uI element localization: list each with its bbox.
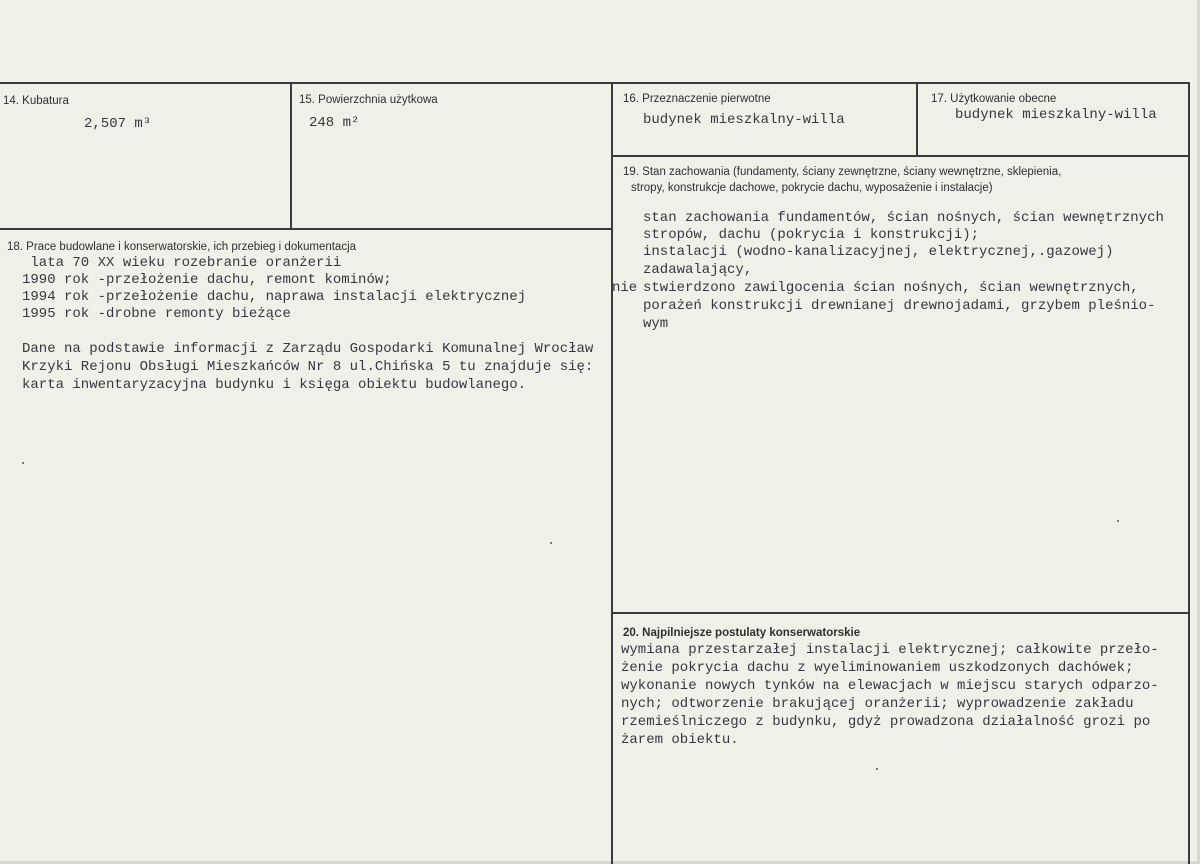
stan-label-line-1: 19. Stan zachowania (fundamenty, ściany zewnętrzne, ściany wewnętrzne, sklepienia,	[623, 166, 1062, 178]
right-edge-rule	[1188, 82, 1190, 864]
stan-line-4: zadawalający,	[643, 262, 753, 278]
postulaty-line-1: wymiana przestarzałej instalacji elektrycznej; całkowite przeło-	[621, 642, 1159, 658]
speck	[876, 768, 878, 770]
divider-14-15	[290, 82, 292, 229]
postulaty-line-6: żarem obiektu.	[621, 732, 739, 748]
uzytkowanie-label: 17. Użytkowanie obecne	[931, 93, 1057, 105]
stan-label-line-2: stropy, konstrukcje dachowe, pokrycie dachu, wyposażenie i instalacje)	[631, 182, 993, 194]
prace-line-3: 1994 rok -przełożenie dachu, naprawa instalacji elektrycznej	[22, 289, 527, 305]
stan-nie-prefix: nie	[612, 280, 638, 296]
uzytkowanie-value: budynek mieszkalny-willa	[955, 107, 1157, 123]
speck	[1117, 520, 1119, 522]
postulaty-label: 20. Najpilniejsze postulaty konserwatorskie	[623, 627, 861, 639]
postulaty-line-5: rzemieślniczego z budynku, gdyż prowadzona działalność grozi po	[621, 714, 1151, 730]
row1-bottom-rule-left	[0, 228, 613, 230]
prace-line-7: Krzyki Rejonu Obsługi Mieszkańców Nr 8 ul.Chińska 5 tu znajduje się:	[22, 359, 594, 375]
powierzchnia-value: 248 m²	[309, 115, 360, 131]
kubatura-label: 14. Kubatura	[3, 95, 69, 107]
prace-line-1: lata 70 XX wieku rozebranie oranżerii	[22, 255, 342, 271]
speck	[22, 462, 24, 464]
section-20-top-rule	[612, 612, 1190, 614]
przeznaczenie-label: 16. Przeznaczenie pierwotne	[623, 93, 771, 105]
postulaty-line-2: żenie pokrycia dachu z wyeliminowaniem uszkodzonych dachówek;	[621, 660, 1134, 676]
kubatura-value: 2,507 m³	[84, 116, 152, 132]
powierzchnia-label: 15. Powierzchnia użytkowa	[299, 94, 438, 106]
stan-line-2: stropów, dachu (pokrycia i konstrukcji);	[643, 227, 980, 243]
prace-line-8: karta inwentaryzacyjna budynku i księga obiektu budowlanego.	[22, 377, 527, 393]
stan-line-7: wym	[643, 316, 669, 332]
stan-line-6: porażeń konstrukcji drewnianej drewnojadami, grzybem pleśnio-	[643, 298, 1156, 314]
prace-label: 18. Prace budowlane i konserwatorskie, ich przebieg i dokumentacja	[7, 241, 357, 253]
przeznaczenie-value: budynek mieszkalny-willa	[643, 112, 845, 128]
speck	[550, 542, 552, 544]
stan-line-3: instalacji (wodno-kanalizacyjnej, elektrycznej,.gazowej)	[643, 244, 1114, 260]
main-vertical-divider	[611, 82, 613, 864]
prace-line-4: 1995 rok -drobne remonty bieżące	[22, 306, 291, 322]
prace-line-6: Dane na podstawie informacji z Zarządu Gospodarki Komunalnej Wrocław	[22, 341, 594, 357]
prace-line-2: 1990 rok -przełożenie dachu, remont kominów;	[22, 272, 392, 288]
divider-16-17	[916, 82, 918, 156]
row1-bottom-rule-right	[612, 155, 1190, 157]
stan-line-5: stwierdzono zawilgocenia ścian nośnych, ścian wewnętrznych,	[643, 280, 1139, 296]
top-rule	[0, 82, 1190, 84]
stan-line-1: stan zachowania fundamentów, ścian nośnych, ścian wewnętrznych	[643, 210, 1164, 226]
postulaty-line-4: nych; odtworzenie brakującej oranżerii; wyprowadzenie zakładu	[621, 696, 1134, 712]
postulaty-line-3: wykonanie nowych tynków na elewacjach w miejscu starych odparzo-	[621, 678, 1159, 694]
